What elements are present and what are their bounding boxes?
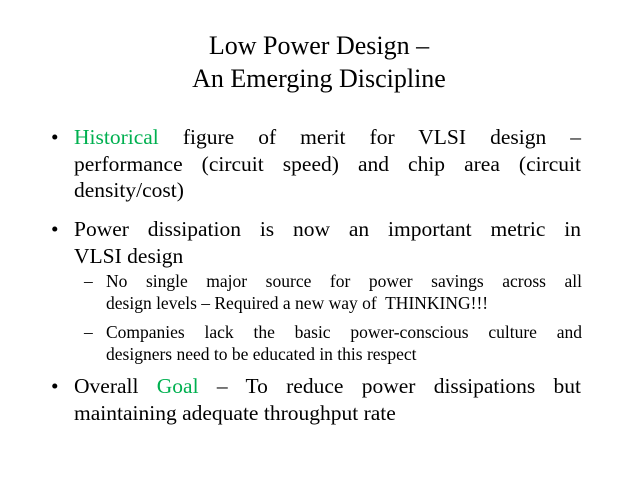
subbullet-line: Companies lack the basic power-conscious culture and <box>106 322 582 342</box>
bullet-historical <box>51 124 581 204</box>
bullet-line: VLSI design <box>74 243 184 268</box>
subbullet-marker: – <box>84 322 93 342</box>
subbullet-line: designers need to be educated in this respect <box>106 343 417 364</box>
subbullet-line: design levels – Required a new way of THINKING!!! <box>106 292 489 313</box>
subbullet-line: No single major source for power savings across all <box>106 271 582 291</box>
bullet-text: Overall <box>74 374 157 398</box>
highlight-goal: Goal <box>156 374 199 398</box>
subbullet-companies-lack <box>84 322 582 365</box>
bullet-line: performance (circuit speed) and chip area (circuit <box>74 151 581 176</box>
bullet-line: maintaining adequate throughput rate <box>74 400 396 425</box>
subbullet-no-single-source <box>84 271 582 314</box>
bullet-line <box>74 124 581 151</box>
bullet-overall-goal <box>51 373 581 426</box>
bullet-marker: • <box>51 217 59 241</box>
bullet-power-dissipation <box>51 216 581 269</box>
highlight-historical: Historical <box>74 125 159 149</box>
slide-title-line-1: Low Power Design – <box>208 31 430 60</box>
bullet-marker: • <box>51 374 59 398</box>
bullet-line <box>74 373 581 400</box>
bullet-line: density/cost) <box>74 178 184 202</box>
slide-title-line-2: An Emerging Discipline <box>192 64 446 93</box>
bullet-marker: • <box>51 125 59 149</box>
subbullet-marker: – <box>84 271 93 291</box>
bullet-line: Power dissipation is now an important metric in <box>74 217 581 241</box>
bullet-text: – To reduce power dissipations but <box>198 374 581 398</box>
bullet-text: figure of merit for VLSI design – <box>158 125 581 149</box>
